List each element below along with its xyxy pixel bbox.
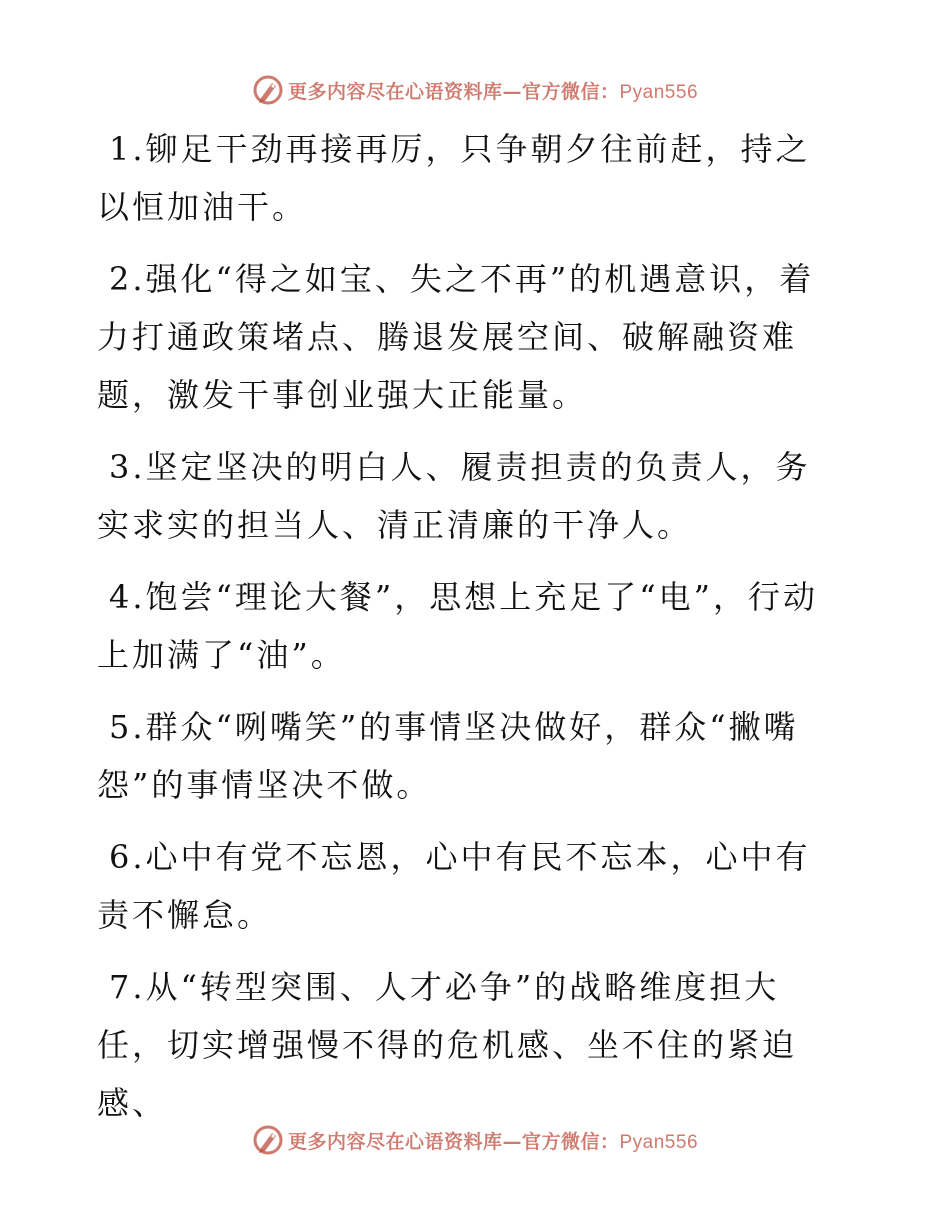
footer-banner-text xyxy=(288,1127,698,1154)
list-item: 1.铆足干劲再接再厉，只争朝夕往前赶，持之以恒加油干。 xyxy=(97,130,811,226)
list-item: 2.强化“得之如宝、失之不再”的机遇意识，着力打通政策堵点、腾退发展空间、破解融资难题，激发干事创业强大正能量。 xyxy=(97,260,815,414)
header-banner-label: 更多内容尽在心语资料库—官方微信： xyxy=(287,80,620,103)
list-item: 7.从“转型突围、人才必争”的战略维度担大任，切实增强慢不得的危机感、坐不住的紧迫感、 xyxy=(97,968,798,1122)
header-banner-text xyxy=(288,77,698,104)
header-wechat-id: Pyan556 xyxy=(619,81,699,103)
footer-wechat-id: Pyan556 xyxy=(619,1131,699,1153)
footer-banner xyxy=(0,1118,950,1162)
document-body xyxy=(97,120,832,1146)
header-banner xyxy=(0,68,950,112)
pen-nib-logo-icon xyxy=(252,1124,284,1156)
list-item: 6.心中有党不忘恩，心中有民不忘本，心中有责不懈怠。 xyxy=(97,838,811,934)
list-item: 5.群众“咧嘴笑”的事情坚决做好，群众“撇嘴怨”的事情坚决不做。 xyxy=(97,708,799,804)
list-item: 3.坚定坚决的明白人、履责担责的负责人，务实求实的担当人、清正清廉的干净人。 xyxy=(97,448,811,544)
pen-nib-logo-icon xyxy=(252,74,284,106)
list-item: 4.饱尝“理论大餐”，思想上充足了“电”，行动上加满了“油”。 xyxy=(97,578,818,674)
footer-banner-label: 更多内容尽在心语资料库—官方微信： xyxy=(287,1130,620,1153)
